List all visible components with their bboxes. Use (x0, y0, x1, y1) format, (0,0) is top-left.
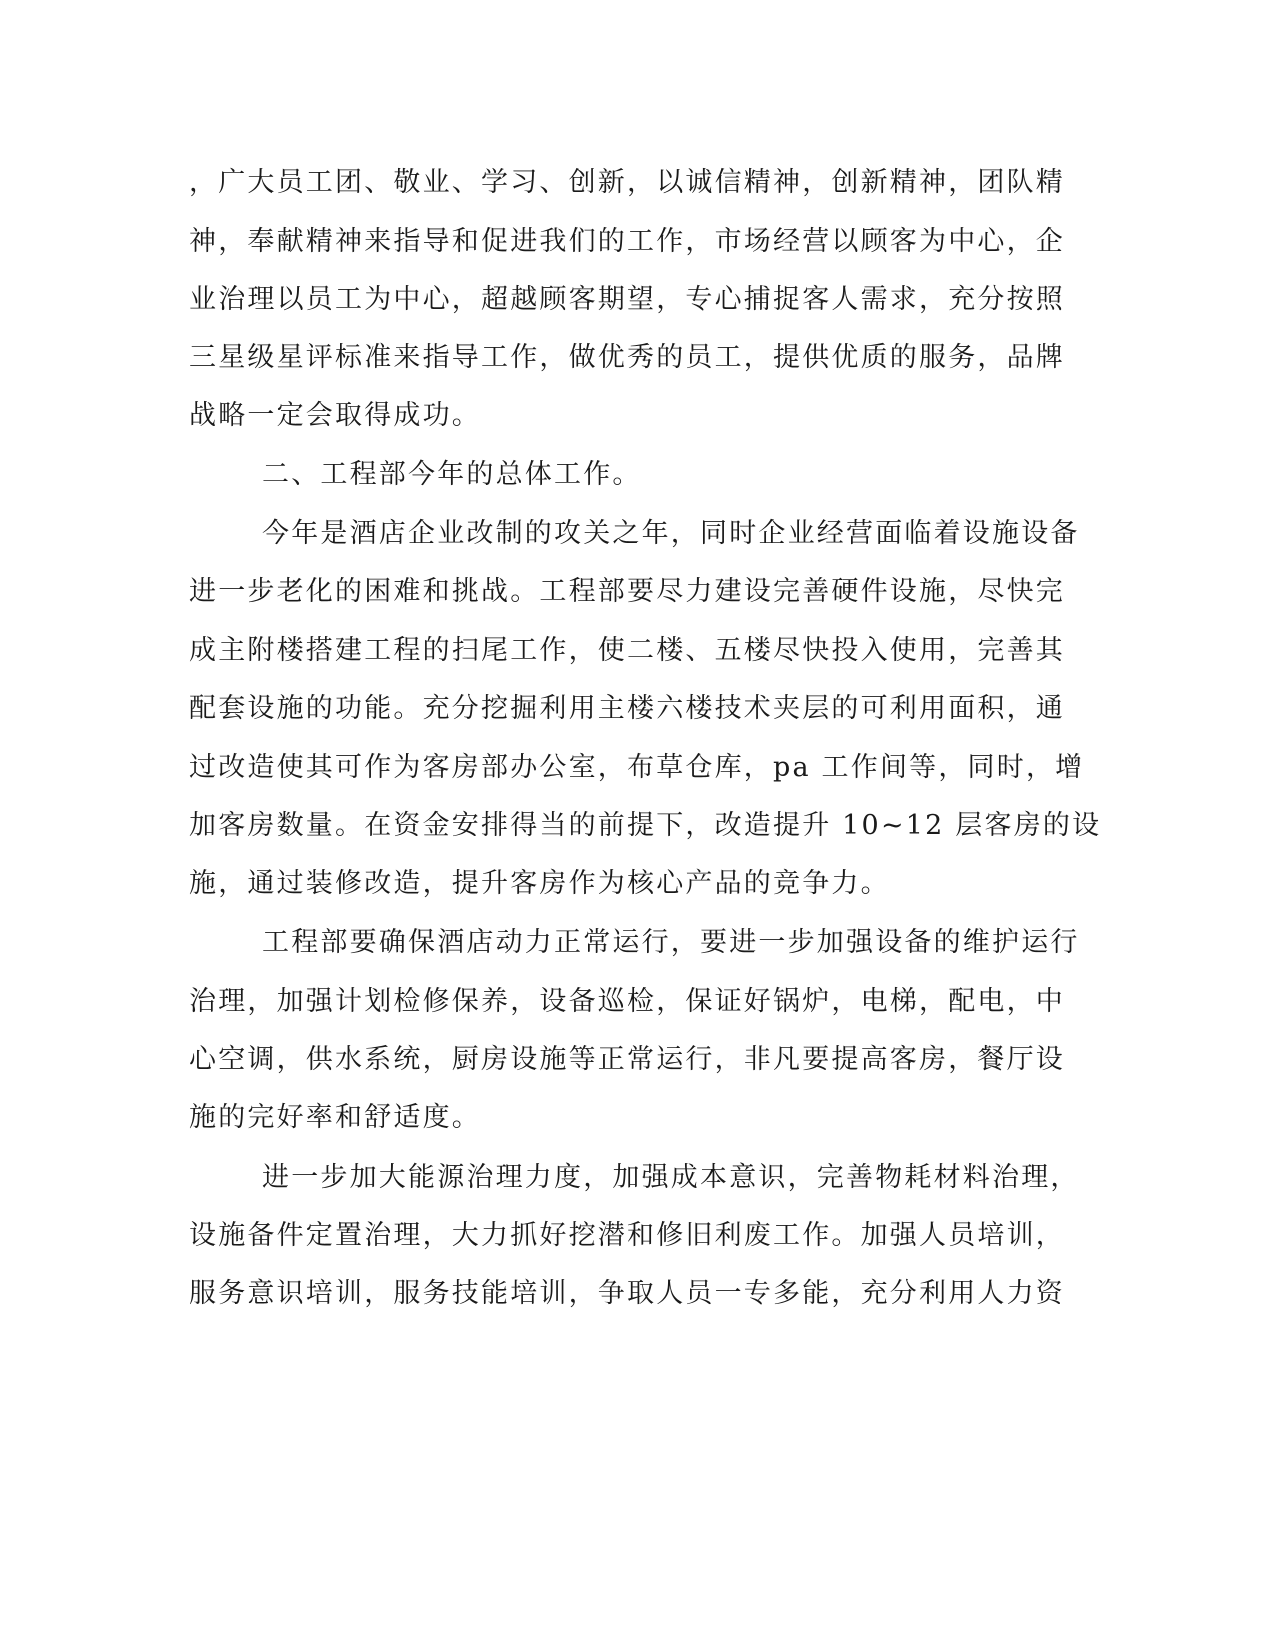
paragraph-line: 过改造使其可作为客房部办公室，布草仓库，pa 工作间等，同时，增 (189, 752, 1085, 783)
section-heading: 二、工程部今年的总体工作。 (262, 459, 642, 490)
paragraph-line: 加客房数量。在资金安排得当的前提下，改造提升 10~12 层客房的设 (189, 810, 1102, 841)
paragraph-line: 今年是酒店企业改制的攻关之年，同时企业经营面临着设施设备 (262, 518, 1080, 549)
paragraph-line: 心空调，供水系统，厨房设施等正常运行，非凡要提高客房，餐厅设 (189, 1044, 1065, 1075)
paragraph-line: 进一步加大能源治理力度，加强成本意识，完善物耗材料治理， (262, 1162, 1080, 1193)
paragraph-line: ，广大员工团、敬业、学习、创新，以诚信精神，创新精神，团队精 (189, 167, 1065, 198)
paragraph-line: 服务意识培训，服务技能培训，争取人员一专多能，充分利用人力资 (189, 1278, 1065, 1309)
paragraph-line: 成主附楼搭建工程的扫尾工作，使二楼、五楼尽快投入使用，完善其 (189, 635, 1065, 666)
paragraph-line: 施的完好率和舒适度。 (189, 1102, 481, 1133)
paragraph-line: 战略一定会取得成功。 (189, 400, 481, 431)
paragraph-line: 神，奉献精神来指导和促进我们的工作，市场经营以顾客为中心，企 (189, 226, 1065, 257)
paragraph-line: 施，通过装修改造，提升客房作为核心产品的竞争力。 (189, 868, 890, 899)
paragraph-line: 工程部要确保酒店动力正常运行，要进一步加强设备的维护运行 (262, 927, 1080, 958)
paragraph-line: 三星级星评标准来指导工作，做优秀的员工，提供优质的服务，品牌 (189, 342, 1065, 373)
paragraph-line: 设施备件定置治理，大力抓好挖潜和修旧利废工作。加强人员培训， (189, 1220, 1065, 1251)
paragraph-line: 业治理以员工为中心，超越顾客期望，专心捕捉客人需求，充分按照 (189, 284, 1065, 315)
paragraph-line: 进一步老化的困难和挑战。工程部要尽力建设完善硬件设施，尽快完 (189, 576, 1065, 607)
paragraph-line: 治理，加强计划检修保养，设备巡检，保证好锅炉，电梯，配电，中 (189, 986, 1065, 1017)
paragraph-line: 配套设施的功能。充分挖掘利用主楼六楼技术夹层的可利用面积，通 (189, 693, 1065, 724)
